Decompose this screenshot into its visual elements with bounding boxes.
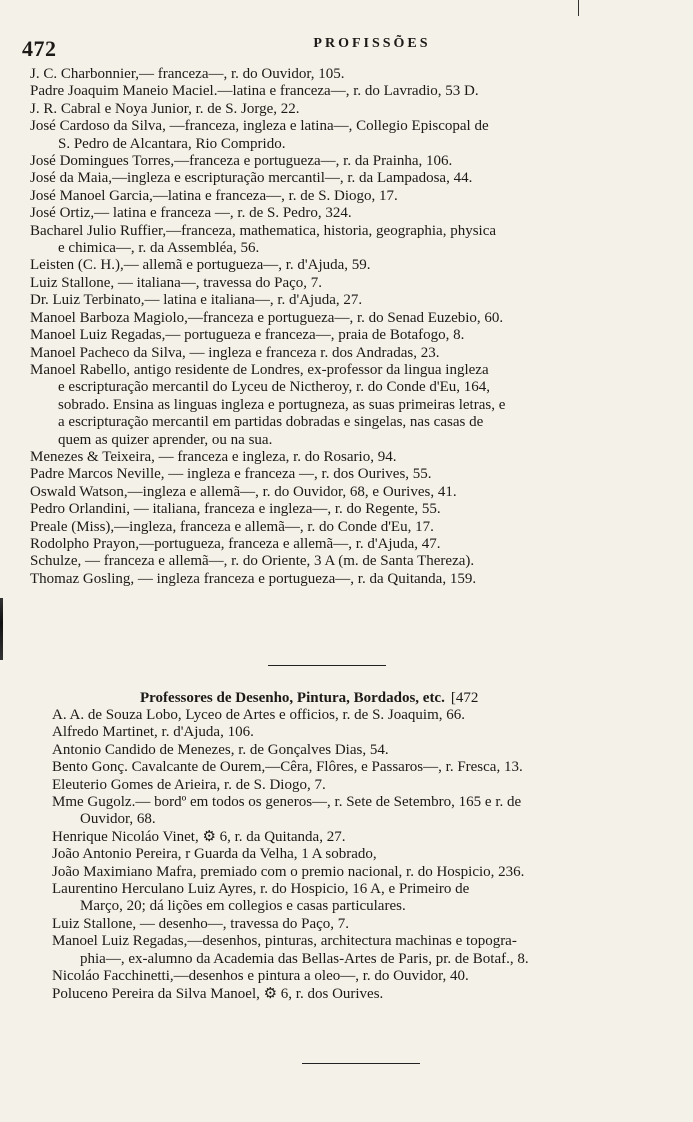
entry-line: Oswald Watson,—ingleza e allemã—, r. do Ouvidor, 68, e Ourives, 41. [30,483,457,500]
entry-line: Schulze, — franceza e allemã—, r. do Oriente, 3 A (m. de Santa Thereza). [30,553,475,570]
entry-line: Luiz Stallone, — italiana—, travessa do Paço, 7. [30,274,323,291]
entry-line: João Maximiano Mafra, premiado com o premio nacional, r. do Hospicio, 236. [52,863,525,880]
drawing-teachers-list [0,707,693,1003]
entry-line: Dr. Luiz Terbinato,— latina e italiana—, r. d'Ajuda, 27. [30,292,363,309]
entry-line: Padre Marcos Neville, — ingleza e franceza —, r. dos Ourives, 55. [30,466,432,483]
entry-line: Bacharel Julio Ruffier,—franceza, mathematica, historia, geographia, physica [30,222,497,239]
entry-line: Alfredo Martinet, r. d'Ajuda, 106. [52,724,254,741]
entry-line: José Ortiz,— latina e franceza —, r. de S. Pedro, 324. [30,205,352,222]
language-teachers-list [0,66,693,588]
entry-line: Preale (Miss),—ingleza, franceza e allemã—, r. do Conde d'Eu, 17. [30,518,434,535]
entry-continuation-line: a escripturação mercantil em partidas dobradas e singelas, nas casas de [58,414,484,431]
entry-line: José Domingues Torres,—franceza e portugueza—, r. da Prainha, 106. [30,153,453,170]
end-divider [302,1063,420,1064]
page-number: 472 [22,36,57,61]
entry-line: Eleuterio Gomes de Arieira, r. de S. Diogo, 7. [52,776,326,793]
entry-continuation-line: sobrado. Ensina as linguas ingleza e portugneza, as suas primeiras letras, e [58,396,506,413]
entry-line: Manoel Luiz Regadas,— portugueza e franceza—, praia de Botafogo, 8. [30,327,465,344]
entry-line: Manoel Barboza Magiolo,—franceza e portugueza—, r. do Senad Euzebio, 60. [30,309,504,326]
entry-continuation-line: e escripturação mercantil do Lyceu de Nictheroy, r. do Conde d'Eu, 164, [58,379,491,396]
entry-line: J. C. Charbonnier,— franceza—, r. do Ouvidor, 105. [30,66,345,82]
entry-continuation-line: Ouvidor, 68. [80,811,156,828]
running-head: PROFISSÕES [313,36,431,51]
entry-line: José Manoel Garcia,—latina e franceza—, r. de S. Diogo, 17. [30,187,398,204]
entry-line: José da Maia,—ingleza e escripturação mercantil—, r. da Lampadosa, 44. [30,170,473,187]
entry-line: Pedro Orlandini, — italiana, franceza e ingleza—, r. do Regente, 55. [30,501,441,518]
entry-line: Manoel Rabello, antigo residente de Londres, ex-professor da lingua ingleza [30,361,489,378]
entry-line: José Cardoso da Silva, —franceza, ingleza e latina—, Collegio Episcopal de [30,118,489,135]
section-divider [268,665,386,666]
entry-line: Leisten (C. H.),— allemã e portugueza—, r. d'Ajuda, 59. [30,257,371,274]
entry-line: Padre Joaquim Maneio Maciel.—latina e franceza—, r. do Lavradio, 53 D. [30,83,479,100]
entry-line: Henrique Nicoláo Vinet, ⚙ 6, r. da Quitanda, 27. [52,828,346,845]
binding-mark [0,598,3,660]
entry-line: Laurentino Herculano Luiz Ayres, r. do Hospicio, 16 A, e Primeiro de [52,881,470,898]
entry-line: João Antonio Pereira, r Guarda da Velha, 1 A sobrado, [52,846,377,863]
entry-continuation-line: S. Pedro de Alcantara, Rio Comprido. [58,135,286,152]
entry-line: Bento Gonç. Cavalcante de Ourem,—Cêra, Flôres, e Passaros—, r. Fresca, 13. [52,759,523,776]
entry-line: Rodolpho Prayon,—portugueza, franceza e allemã—, r. d'Ajuda, 47. [30,535,441,552]
page-header [22,34,662,64]
entry-line: Luiz Stallone, — desenho—, travessa do Paço, 7. [52,915,350,932]
entry-line: Mme Gugolz.— bordº em todos os generos—, r. Sete de Setembro, 165 e r. de [52,794,522,811]
entry-continuation-line: Março, 20; dá lições em collegios e casas particulares. [80,898,406,915]
entry-line: Thomaz Gosling, — ingleza franceza e portugueza—, r. da Quitanda, 159. [30,570,477,587]
section-title-text: Professores de Desenho, Pintura, Bordados, etc. [140,690,445,706]
entry-continuation-line: e chimica—, r. da Assembléa, 56. [58,240,260,257]
entry-line: J. R. Cabral e Noya Junior, r. de S. Jorge, 22. [30,100,300,117]
entry-line: A. A. de Souza Lobo, Lyceo de Artes e officios, r. de S. Joaquim, 66. [52,707,465,723]
entry-line: Manoel Luiz Regadas,—desenhos, pinturas, architectura machinas e topogra- [52,933,517,950]
entry-line: Poluceno Pereira da Silva Manoel, ⚙ 6, r. dos Ourives. [52,985,384,1002]
entry-line: Menezes & Teixeira, — franceza e ingleza, r. do Rosario, 94. [30,448,397,465]
section-ref: [472 [450,690,479,706]
entry-continuation-line: phia—, ex-alumno da Academia das Bellas-Artes de Paris, pr. de Botaf., 8. [80,950,529,967]
entry-continuation-line: quem as quizer aprender, ou na sua. [58,431,273,448]
entry-line: Nicoláo Facchinetti,—desenhos e pintura a oleo—, r. do Ouvidor, 40. [52,968,469,985]
section-title [140,690,640,707]
entry-line: Manoel Pacheco da Silva, — ingleza e franceza r. dos Andradas, 23. [30,344,440,361]
entry-line: Antonio Candido de Menezes, r. de Gonçalves Dias, 54. [52,741,389,758]
margin-tick [578,0,579,16]
